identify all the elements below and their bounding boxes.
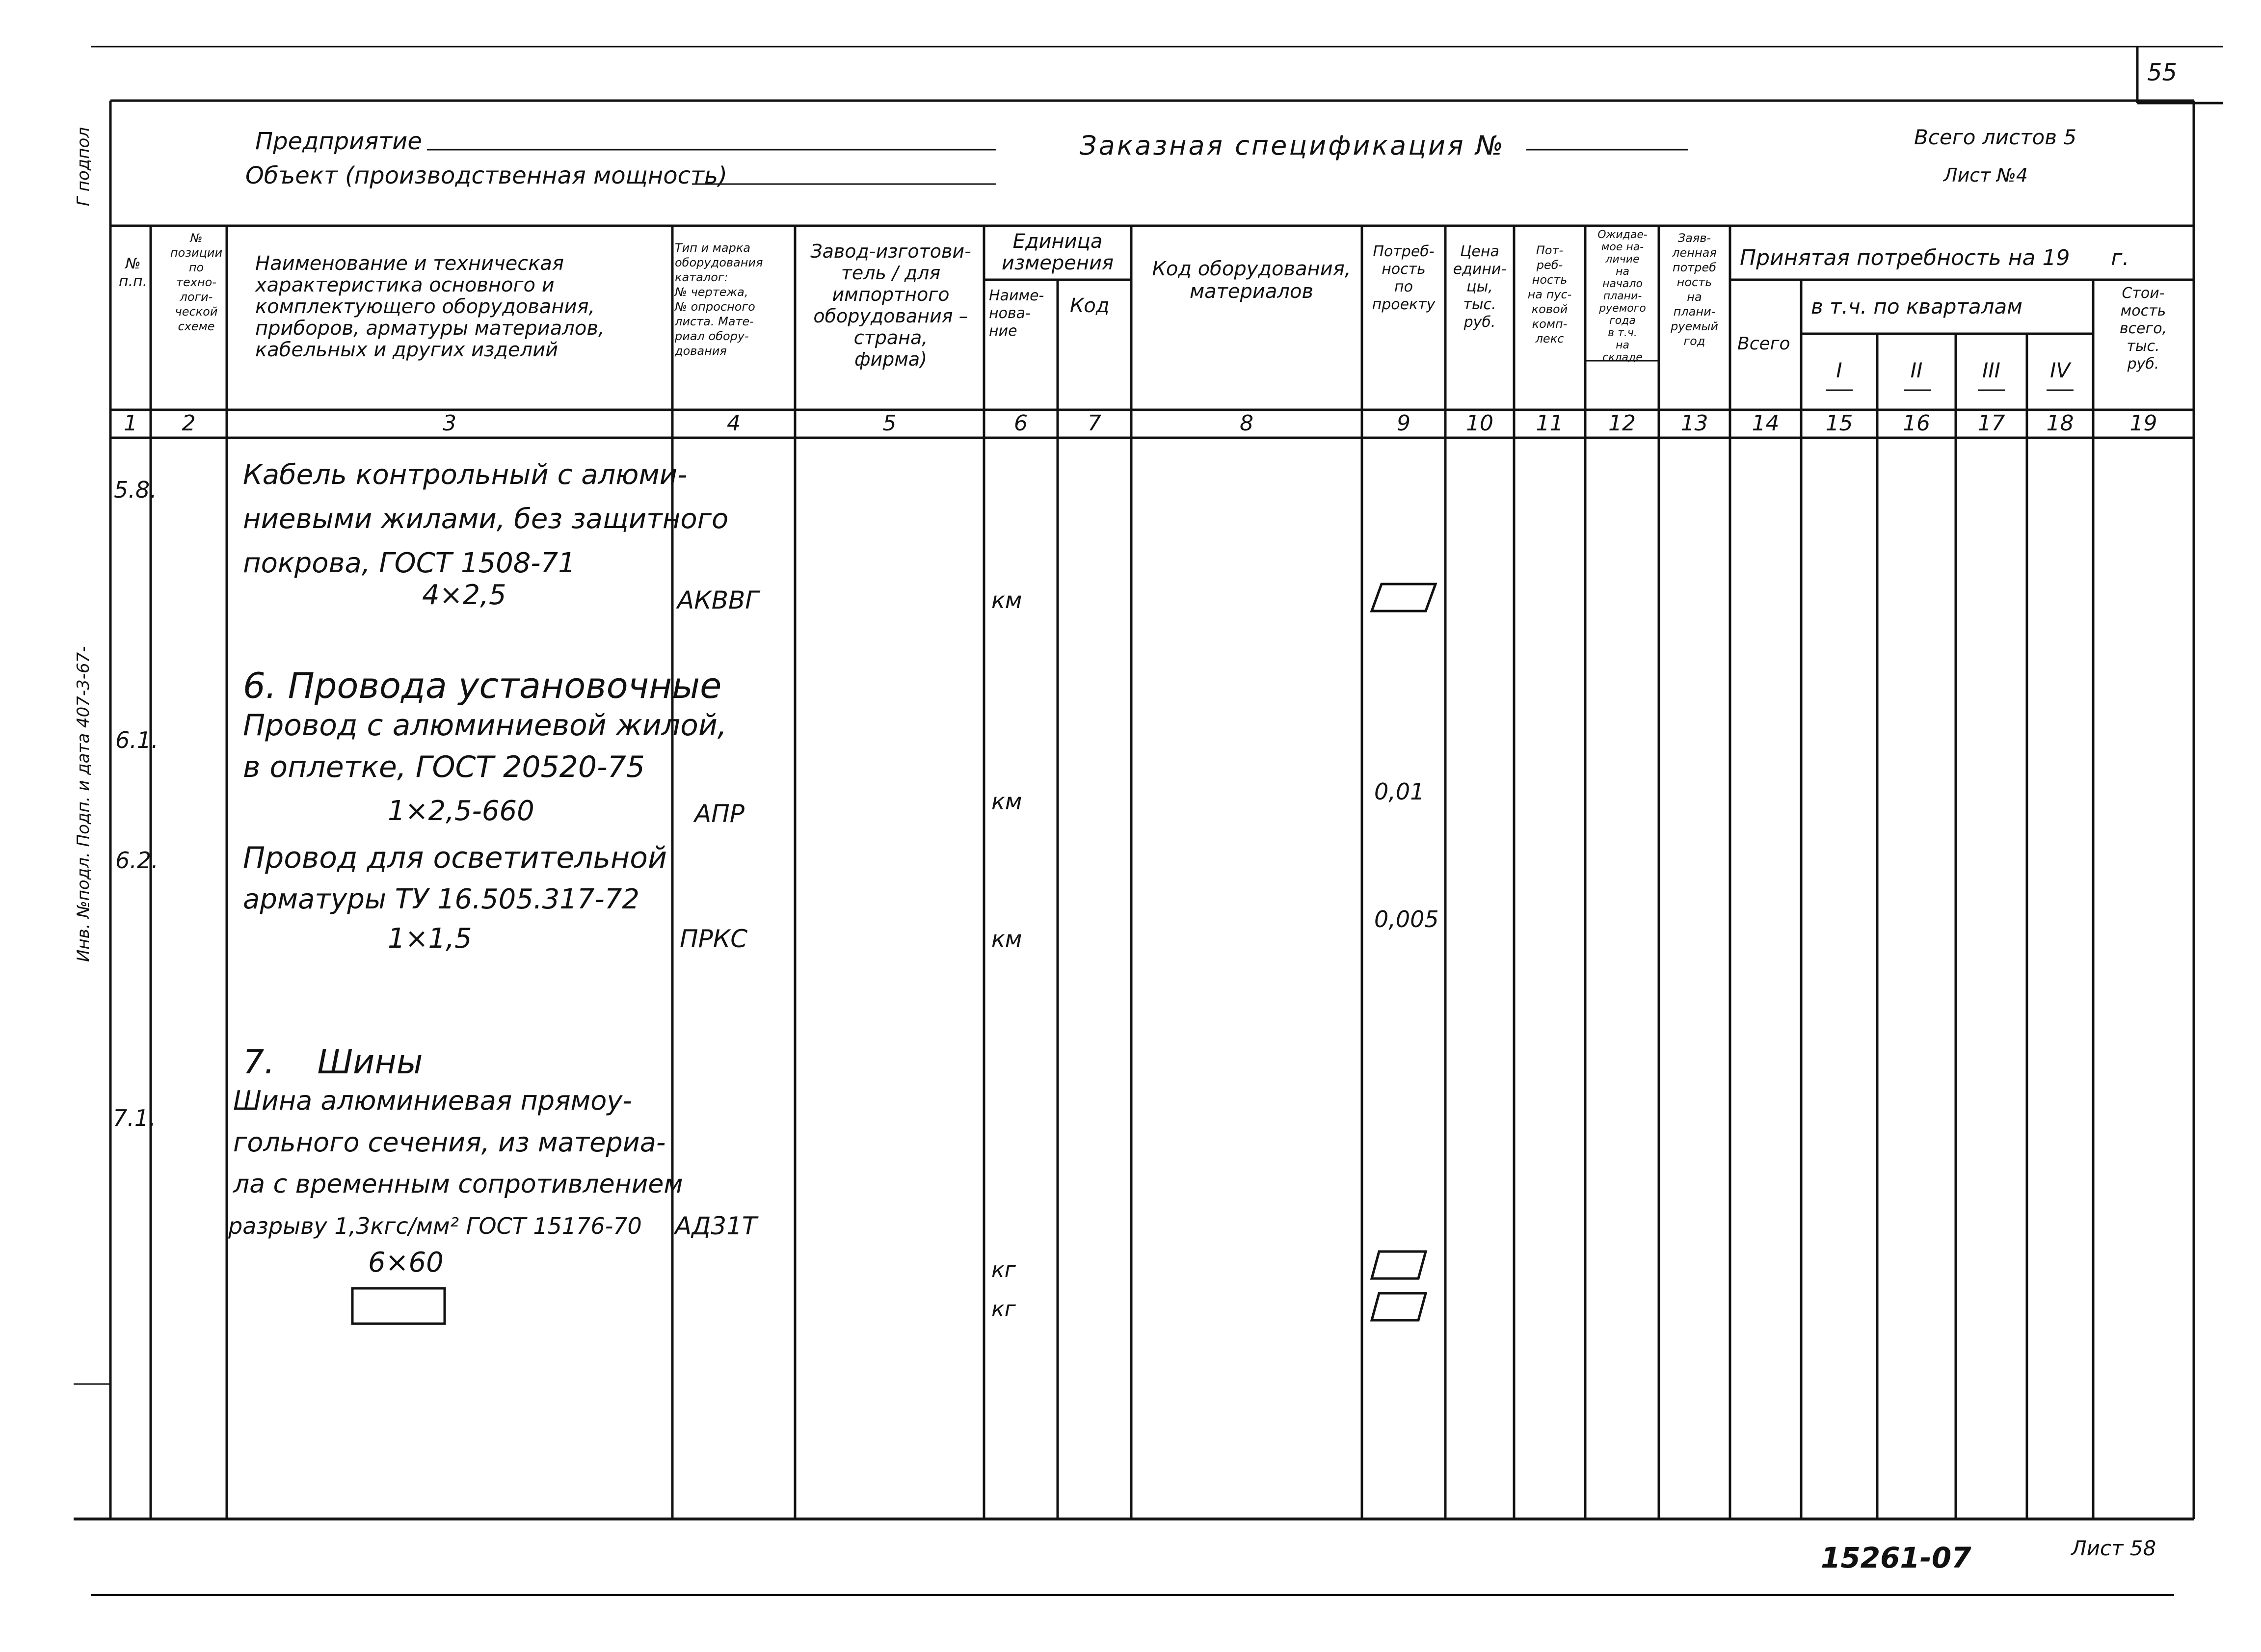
row-text-6-1-line2: в оплетке, ГОСТ 20520-75 <box>243 750 645 784</box>
spec-title: Заказная спецификация № <box>1080 130 1505 161</box>
col-num-8: 8 <box>1240 411 1253 436</box>
section-6-heading: 6. Провода установочные <box>243 665 722 706</box>
header-total: Всего <box>1737 334 1790 354</box>
row-text-7-1-line5: 6×60 <box>368 1247 444 1279</box>
header-unit-price: Цена едини- цы, тыс. руб. <box>1453 243 1507 331</box>
side-label-top: Г подпол <box>74 127 93 206</box>
row-text-6-1-line1: Провод с алюминиевой жилой, <box>243 708 727 743</box>
row-pos-7-1: 7.1. <box>113 1105 156 1131</box>
row-unit-5-8: км <box>991 587 1022 613</box>
row-text-5-8-line3: покрова, ГОСТ 1508-71 <box>243 547 576 579</box>
sheet-number: Лист №4 <box>1943 164 2028 186</box>
col-num-6: 6 <box>1014 411 1028 436</box>
header-declared-demand: Заяв- ленная потреб ность на плани- руемый год <box>1671 231 1718 348</box>
blank-box-7-1-b <box>1372 1293 1426 1320</box>
header-expected-stock: Ожидае- мое на- личие на начало плани- руемого года в т.ч. на складе <box>1597 229 1648 364</box>
header-q2: II <box>1910 358 1923 382</box>
header-cost: Стои- мость всего, тыс. руб. <box>2119 285 2167 373</box>
header-type: Тип и марка оборудования каталог: № чертежа, № опросного листа. Мате- риал обору- дования <box>675 241 763 358</box>
row-type-6-2: ПРКС <box>680 925 748 953</box>
header-unit-code: Код <box>1070 294 1110 317</box>
enterprise-label: Предприятие <box>255 128 422 155</box>
row-qty-6-2: 0,005 <box>1374 906 1439 933</box>
row-text-7-1-line3: ла с временным сопротивлением <box>233 1170 683 1199</box>
header-np: № п.п. <box>118 255 148 290</box>
row-type-7-1: АД31Т <box>675 1212 757 1240</box>
col-num-1: 1 <box>124 411 137 436</box>
row-text-6-2-line2: арматуры ТУ 16.505.317-72 <box>243 883 639 915</box>
page-number: 55 <box>2147 59 2178 86</box>
row-type-6-1: АПР <box>694 799 745 828</box>
header-equipment-code: Код оборудования, материалов <box>1152 258 1351 303</box>
row-pos-6-1: 6.1. <box>115 727 159 753</box>
row-pos-6-2: 6.2. <box>115 847 159 874</box>
col-num-9: 9 <box>1397 411 1410 436</box>
blank-box-7-1-name <box>352 1288 445 1324</box>
col-num-4: 4 <box>727 411 741 436</box>
header-accepted-demand: Принятая потребность на 19 г. <box>1740 245 2129 270</box>
drawing-stamp: 15261-07 <box>1821 1541 1971 1574</box>
col-num-10: 10 <box>1466 411 1493 436</box>
row-type-5-8: АКВВГ <box>677 586 759 614</box>
col-num-3: 3 <box>443 411 456 436</box>
side-label-middle: Инв. №подл. Подп. и дата 407-3-67- <box>74 646 93 962</box>
header-position: № позиции по техно- логи- ческой схеме <box>170 231 223 333</box>
col-num-14: 14 <box>1752 411 1780 436</box>
section-7-heading: 7. Шины <box>243 1043 423 1082</box>
row-text-6-1-line3: 1×2,5-660 <box>388 795 534 827</box>
col-num-19: 19 <box>2129 411 2157 436</box>
row-text-6-2-line3: 1×1,5 <box>388 923 472 955</box>
header-demand-project: Потреб- ность по проекту <box>1372 243 1436 313</box>
header-startup-demand: Пот- реб- ность на пус- ковой комп- лекс <box>1527 243 1572 346</box>
header-manufacturer: Завод-изготови- тель / для импортного оборудования – страна, фирма) <box>810 240 971 370</box>
header-q4: IV <box>2049 358 2071 382</box>
blank-box-5-8 <box>1372 584 1436 611</box>
row-text-7-1-line4: разрыву 1,3кгс/мм² ГОСТ 15176-70 <box>228 1213 642 1239</box>
row-unit2-7-1: кг <box>991 1297 1016 1322</box>
object-label: Объект (производственная мощность) <box>245 162 727 189</box>
col-num-16: 16 <box>1903 411 1930 436</box>
row-text-5-8-line2: ниевыми жилами, без защитного <box>243 503 729 535</box>
header-by-quarters: в т.ч. по кварталам <box>1811 294 2022 319</box>
col-num-17: 17 <box>1977 411 2005 436</box>
row-unit-6-2: км <box>991 926 1022 952</box>
col-num-2: 2 <box>182 411 196 436</box>
col-num-12: 12 <box>1608 411 1636 436</box>
row-qty-6-1: 0,01 <box>1374 778 1425 805</box>
row-unit-7-1: кг <box>991 1257 1016 1282</box>
col-num-7: 7 <box>1088 411 1101 436</box>
header-q3: III <box>1982 358 2001 382</box>
col-num-18: 18 <box>2046 411 2074 436</box>
header-name: Наименование и техническая характеристика основного и комплектующего оборудования, приборов, арматуры материалов, кабельных и других изделий <box>255 252 605 361</box>
row-pos-5-8: 5.8. <box>114 477 157 503</box>
row-unit-6-1: км <box>991 788 1022 815</box>
row-text-7-1-line2: гольного сечения, из материа- <box>233 1127 666 1158</box>
col-num-11: 11 <box>1536 411 1564 436</box>
row-text-5-8-line4: 4×2,5 <box>422 579 506 611</box>
footer-sheet: Лист 58 <box>2071 1536 2156 1560</box>
col-num-15: 15 <box>1825 411 1853 436</box>
row-text-5-8-line1: Кабель контрольный с алюми- <box>243 459 688 491</box>
blank-box-7-1-a <box>1372 1252 1426 1279</box>
col-num-5: 5 <box>882 411 897 436</box>
sheets-total: Всего листов 5 <box>1914 125 2077 149</box>
col-num-13: 13 <box>1680 411 1708 436</box>
header-unit-name: Наиме- нова- ние <box>989 287 1044 340</box>
header-unit-group: Единица измерения <box>1001 230 1114 274</box>
row-text-7-1-line1: Шина алюминиевая прямоу- <box>233 1085 632 1116</box>
row-text-6-2-line1: Провод для осветительной <box>243 841 667 875</box>
header-q1: I <box>1836 358 1842 382</box>
